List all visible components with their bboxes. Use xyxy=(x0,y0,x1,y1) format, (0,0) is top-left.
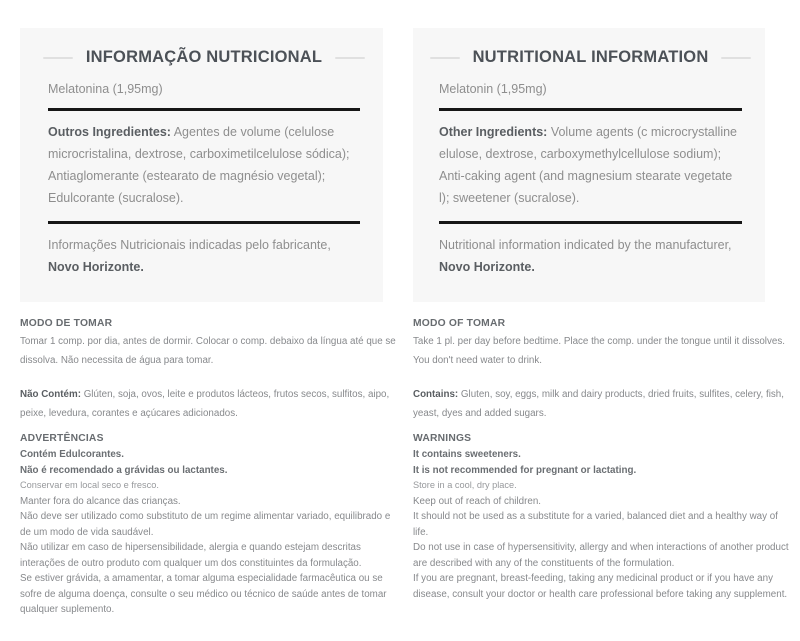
allergens-text: Gluten, soy, eggs, milk and dairy products, dried fruits, sulfites, celery, fish, yeast, dyes and added sugars. xyxy=(413,389,784,419)
dash-ornament-left xyxy=(43,57,73,59)
usage-body: Take 1 pl. per day before bedtime. Place the comp. under the tongue until it dissolves. You don't need water to drink. xyxy=(413,336,785,366)
column-english xyxy=(413,28,790,618)
panel-title: NUTRITIONAL INFORMATION xyxy=(472,48,709,66)
usage-section xyxy=(20,318,397,370)
warning-line: Contém Edulcorantes. xyxy=(20,449,124,460)
warnings-section xyxy=(20,433,397,618)
dash-ornament-left xyxy=(430,57,460,59)
warning-line: Não é recomendado a grávidas ou lactantes. xyxy=(20,464,228,476)
warning-line: Store in a cool, dry place. xyxy=(413,480,517,490)
ingredients-label: Other Ingredients: xyxy=(439,125,548,139)
brand-name: Novo Horizonte. xyxy=(439,260,535,274)
divider xyxy=(48,108,360,111)
ingredients-text: Agentes de volume (celulose microcristalina, dextrose, carboximetilcelulose sódica); Antiaglomerante (estearato de magnésio vegetal); Edulcorante (sucralose). xyxy=(48,125,350,205)
warning-line: It is not recommended for pregnant or lactating. xyxy=(413,464,637,476)
warning-line: If you are pregnant, breast-feeding, taking any medicinal product or if you have any disease, consult your doctor or health care professional before taking any supplement. xyxy=(413,573,788,600)
substance-line: Melatonina (1,95mg) xyxy=(48,82,163,96)
nutrition-panel-pt xyxy=(20,28,383,302)
column-portuguese xyxy=(20,28,397,618)
divider xyxy=(439,108,742,111)
panel-title-row xyxy=(439,48,742,67)
usage-heading: MODO OF TOMAR xyxy=(413,318,506,329)
dash-ornament-right xyxy=(721,57,751,59)
warning-line: Manter fora do alcance das crianças. xyxy=(20,495,181,507)
warning-line: Se estiver grávida, a amamentar, a tomar alguma especialidade farmacêutica ou se sofre de alguma doença, consulte o seu médico ou técnico de saúde antes de tomar qualquer suplemento. xyxy=(20,573,387,615)
substance-line: Melatonin (1,95mg) xyxy=(439,82,547,96)
source-paragraph xyxy=(48,234,360,278)
usage-heading: MODO DE TOMAR xyxy=(20,318,113,329)
allergens-paragraph xyxy=(413,385,790,423)
source-text: Informações Nutricionais indicadas pelo fabricante, xyxy=(48,238,331,252)
warning-line: Conservar em local seco e fresco. xyxy=(20,480,159,490)
warnings-section xyxy=(413,433,790,602)
warnings-heading: WARNINGS xyxy=(413,433,472,444)
divider xyxy=(48,221,360,224)
allergens-paragraph xyxy=(20,385,397,423)
usage-body: Tomar 1 comp. por dia, antes de dormir. Colocar o comp. debaixo da língua até que se dissolva. Não necessita de água para tomar. xyxy=(20,336,396,366)
source-paragraph xyxy=(439,234,742,278)
source-text: Nutritional information indicated by the manufacturer, xyxy=(439,238,732,252)
divider xyxy=(439,221,742,224)
dash-ornament-right xyxy=(335,57,365,59)
nutrition-panel-en xyxy=(413,28,765,302)
ingredients-paragraph xyxy=(439,121,742,209)
panel-title: INFORMAÇÃO NUTRICIONAL xyxy=(85,48,323,66)
ingredients-label: Outros Ingredientes: xyxy=(48,125,171,139)
brand-name: Novo Horizonte. xyxy=(48,260,144,274)
warning-line: Do not use in case of hypersensitivity, allergy and when interactions of another product are described with any of the constituents of the formulation. xyxy=(413,542,789,569)
allergens-label: Contains: xyxy=(413,389,459,400)
warning-line: Não utilizar em caso de hipersensibilidade, alergia e quando estejam descritas interações de outro produto com qualquer um dos constituintes da formulação. xyxy=(20,542,362,569)
warning-line: Keep out of reach of children. xyxy=(413,495,541,507)
warning-line: It contains sweeteners. xyxy=(413,449,521,460)
ingredients-paragraph xyxy=(48,121,360,209)
allergens-label: Não Contém: xyxy=(20,389,81,400)
usage-section xyxy=(413,318,790,370)
warnings-heading: ADVERTÊNCIAS xyxy=(20,433,104,444)
warning-line: Não deve ser utilizado como substituto de um regime alimentar variado, equilibrado e de um modo de vida saudável. xyxy=(20,511,391,538)
ingredients-text: Volume agents (c microcrystalline elulose, dextrose, carboxymethylcellulose sodium); Anti-caking agent (and magnesium stearate vegetate l); sweetener (sucralose). xyxy=(439,125,737,205)
warning-line: It should not be used as a substitute for a varied, balanced diet and a healthy way of life. xyxy=(413,511,778,538)
allergens-text: Glúten, soja, ovos, leite e produtos lácteos, frutos secos, sulfitos, aipo, peixe, levedura, corantes e açúcares adicionados. xyxy=(20,389,390,419)
panel-title-row xyxy=(48,48,360,67)
